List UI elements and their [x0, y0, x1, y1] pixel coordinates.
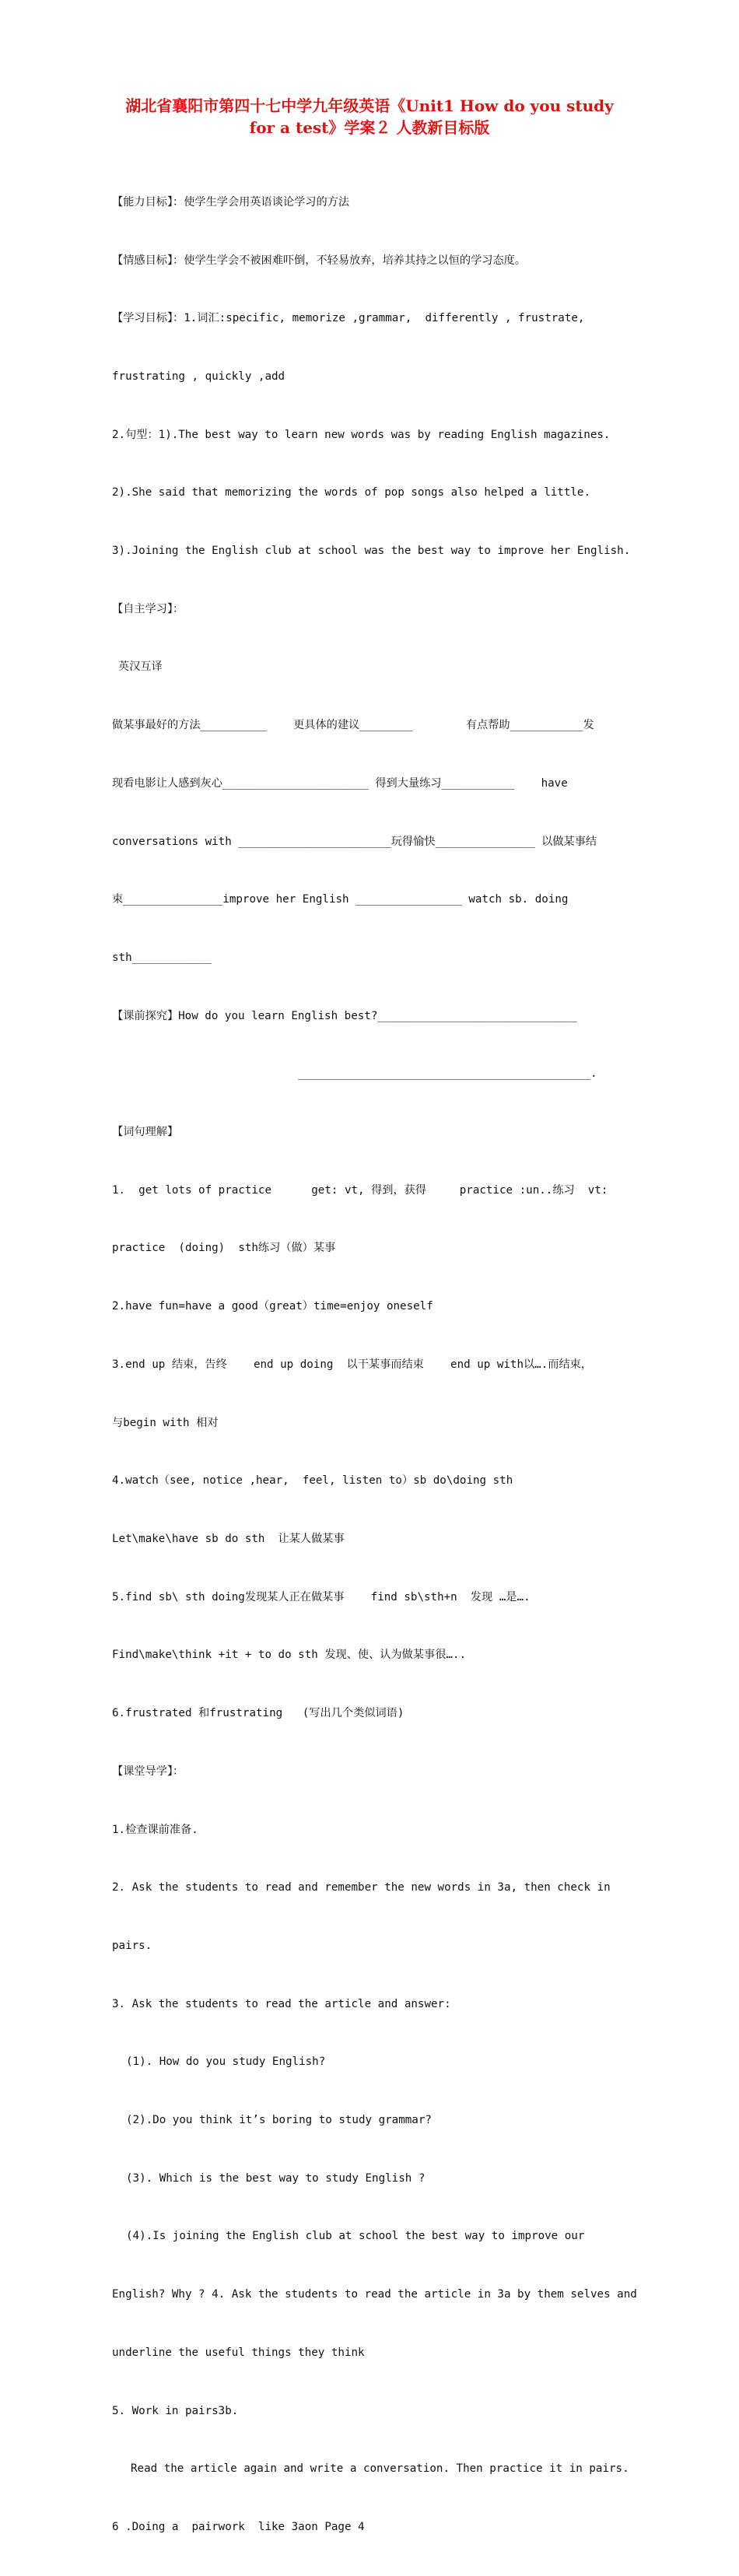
title-line-1: 湖北省襄阳市第四十七中学九年级英语《Unit1 How do you study: [125, 96, 614, 115]
guide-step-1: 1.检查课前准备.: [112, 1823, 198, 1836]
learning-goal-vocab-line: 【学习目标】：1.词汇:specific, memorize ,grammar, differently , frustrate,: [112, 312, 585, 325]
translation-line-4: 束_______________improve her English ________________ watch sb. doing: [112, 893, 569, 906]
preview-inquiry-blank: ____________________________________________.: [112, 1067, 597, 1081]
word-note-3-cont: 与begin with 相对: [112, 1416, 219, 1429]
ability-goal-line: 【能力目标】：使学生学会用英语谈论学习的方法: [112, 195, 350, 209]
word-note-1-cont: practice (doing) sth练习（做）某事: [112, 1242, 336, 1255]
guide-step-6: 6 .Doing a pairwork like 3aon Page 4: [112, 2520, 365, 2533]
guide-step-5-detail: Read the article again and write a conversation. Then practice it in pairs.: [131, 2462, 629, 2476]
translation-line-2: 现看电影让人感到灰心______________________ 得到大量练习___________ have: [112, 776, 568, 790]
question-4: (4).Is joining the English club at school the best way to improve our: [126, 2230, 585, 2243]
word-note-5-cont: Find\make\think +it + to do sth 发现、使、认为做某事很…..: [112, 1649, 467, 1662]
guide-step-2: 2. Ask the students to read and remember the new words in 3a, then check in: [112, 1881, 611, 1894]
document-body: [112, 154, 637, 2576]
translation-line-1: 做某事最好的方法__________ 更具体的建议________ 有点帮助___________发: [112, 719, 594, 732]
emotion-goal-line: 【情感目标】：使学生学会不被困难吓倒，不轻易放弃，培养其持之以恒的学习态度。: [112, 254, 527, 267]
word-note-4: 4.watch（see, notice ,hear, feel, listen to）sb do\doing sth: [112, 1474, 513, 1488]
sentence-pattern-2: 2).She said that memorizing the words of pop songs also helped a little.: [112, 486, 590, 499]
title-line-2: for a test》学案２ 人教新目标版: [249, 118, 490, 137]
word-note-4-cont: Let\make\have sb do sth 让某人做某事: [112, 1532, 345, 1545]
sentence-pattern-1: 2.句型：1).The best way to learn new words was by reading English magazines.: [112, 428, 611, 441]
word-note-3: 3.end up 结束，告终 end up doing 以干某事而结束 end up with以….而结束，: [112, 1358, 593, 1371]
guide-step-5: 5. Work in pairs3b.: [112, 2404, 239, 2417]
document-title: [78, 95, 661, 138]
sentence-pattern-3: 3).Joining the English club at school was the best way to improve her English.: [112, 545, 631, 558]
translation-line-3: conversations with _______________________玩得愉快_______________ 以做某事结: [112, 835, 597, 848]
guide-step-3: 3. Ask the students to read the article and answer:: [112, 1997, 451, 2010]
question-2: (2).Do you think it’s boring to study grammar?: [126, 2114, 432, 2127]
classroom-guide-heading: 【课堂导学】：: [112, 1765, 184, 1778]
word-note-1: 1. get lots of practice get: vt, 得到，获得 practice :un..练习 vt:: [112, 1183, 608, 1197]
word-note-6: 6.frustrated 和frustrating (写出几个类似词语): [112, 1707, 405, 1720]
question-4-cont: English? Why ? 4. Ask the students to read the article in 3a by them selves and: [112, 2288, 637, 2301]
guide-step-2-cont: pairs.: [112, 1939, 152, 1952]
question-1: (1). How do you study English?: [126, 2056, 326, 2069]
translation-line-5: sth____________: [112, 951, 212, 964]
self-study-heading: 【自主学习】：: [112, 602, 184, 615]
translation-heading: 英汉互译: [118, 661, 163, 674]
word-note-2: 2.have fun=have a good（great）time=enjoy oneself: [112, 1300, 433, 1313]
word-note-5: 5.find sb\ sth doing发现某人正在做某事 find sb\sth+n 发现 …是….: [112, 1590, 531, 1603]
learning-goal-vocab-line-cont: frustrating , quickly ,add: [112, 370, 285, 383]
word-understanding-heading: 【词句理解】: [112, 1126, 179, 1139]
guide-step-4-cont: underline the useful things they think: [112, 2346, 365, 2359]
question-3: (3). Which is the best way to study English ?: [126, 2171, 426, 2185]
preview-inquiry-line: 【课前探究】How do you learn English best?______________________________: [112, 1009, 577, 1022]
